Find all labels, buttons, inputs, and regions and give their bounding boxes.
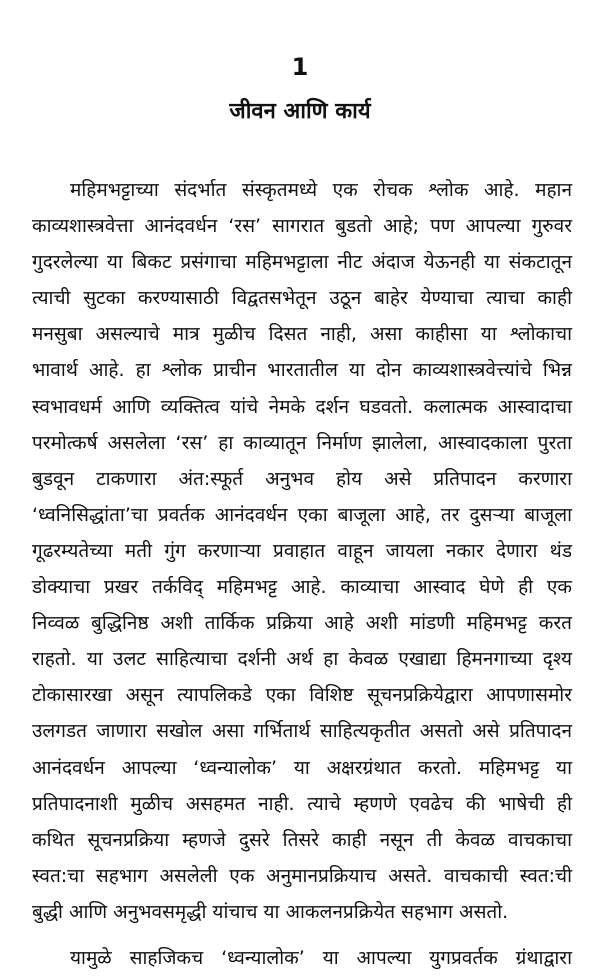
text-line: स्वत:चा सहभाग असलेली एक अनुमानप्रक्रियाच असते. वाचकाची स्वत:ची [32, 864, 572, 887]
text-line: डोक्याचा प्रखर तर्कविद् महिमभट्ट आहे. काव्याचा आस्वाद घेणे ही एक [32, 576, 572, 599]
text-line: प्रतिपादनाशी मुळीच असहमत नाही. त्याचे म्हणणे एवढेच की भाषेची ही [32, 792, 572, 815]
text-line: परमोत्कर्ष असलेला ‘रस’ हा काव्यातून निर्माण झालेला, आस्वादकाला पुरता [32, 431, 572, 454]
text-line: कथित सूचनप्रक्रिया म्हणजे दुसरे तिसरे काही नसून ती केवळ वाचकाचा [32, 828, 572, 851]
text-line: गूढरम्यतेच्या मती गुंग करणाऱ्या प्रवाहात वाहून जायला नकार देणारा थंड [32, 539, 572, 562]
text-line: गुदरलेल्या या बिकट प्रसंगाचा महिमभट्टाला नीट अंदाज येऊनही या संकटातून [32, 251, 572, 274]
text-line: बुद्धी आणि अनुभवसमृद्धी यांचाच या आकलनप्रक्रियेत सहभाग असतो. [32, 900, 509, 923]
paragraph-1 [32, 172, 572, 930]
text-line: टोकासारखा असून त्यापलिकडे एका विशिष्ट सूचनप्रक्रियेद्वारा आपणासमोर [32, 684, 572, 707]
text-line: आनंदवर्धन आपल्या ‘ध्वन्यालोक’ या अक्षरग्रंथात करतो. महिमभट्ट या [32, 756, 572, 779]
chapter-number: 1 [291, 53, 309, 81]
text-line: भावार्थ आहे. हा श्लोक प्राचीन भारतातील या दोन काव्यशास्त्रवेत्त्यांचे भिन्न [32, 359, 572, 382]
text-line: त्याची सुटका करण्यासाठी विद्वतसभेतून उठून बाहेर येण्याचा त्याचा काही [32, 287, 572, 310]
text-line: महिमभट्टाच्या संदर्भात संस्कृतमध्ये एक रोचक श्लोक आहे. महान [70, 179, 572, 201]
text-line: राहतो. या उलट साहित्याचा दर्शनी अर्थ हा केवळ एखाद्या हिमनगाच्या दृश्य [32, 648, 572, 671]
text-line: उलगडत जाणारा सखोल असा गर्भितार्थ साहित्यकृतीत असतो असे प्रतिपादन [32, 720, 572, 743]
chapter-body [32, 172, 572, 976]
text-line: यामुळे साहजिकच ‘ध्वन्यालोक’ या आपल्या युगप्रवर्तक ग्रंथाद्वारा [70, 946, 572, 969]
text-line: काव्यशास्त्रवेत्ता आनंदवर्धन ‘रस’ सागरात बुडतो आहे; पण आपल्या गुरुवर [32, 215, 572, 238]
chapter-title: जीवन आणि कार्य [229, 99, 371, 124]
paragraph-2 [32, 940, 572, 976]
text-line: बुडवून टाकणारा अंत:स्फूर्त अनुभव होय असे प्रतिपादन करणारा [32, 467, 572, 490]
paragraph-gap [32, 930, 572, 940]
text-line: ‘ध्वनिसिद्धांता’चा प्रवर्तक आनंदवर्धन एका बाजूला आहे, तर दुसऱ्या बाजूला [32, 503, 572, 526]
text-line: मनसुबा असल्याचे मात्र मुळीच दिसत नाही, असा काहीसा या श्लोकाचा [32, 323, 572, 346]
text-line: स्वभावधर्म आणि व्यक्तित्व यांचे नेमके दर्शन घडवतो. कलात्मक आस्वादाचा [32, 395, 572, 418]
text-line: निव्वळ बुद्धिनिष्ठ अशी तार्किक प्रक्रिया आहे अशी मांडणी महिमभट्ट करत [32, 612, 572, 635]
